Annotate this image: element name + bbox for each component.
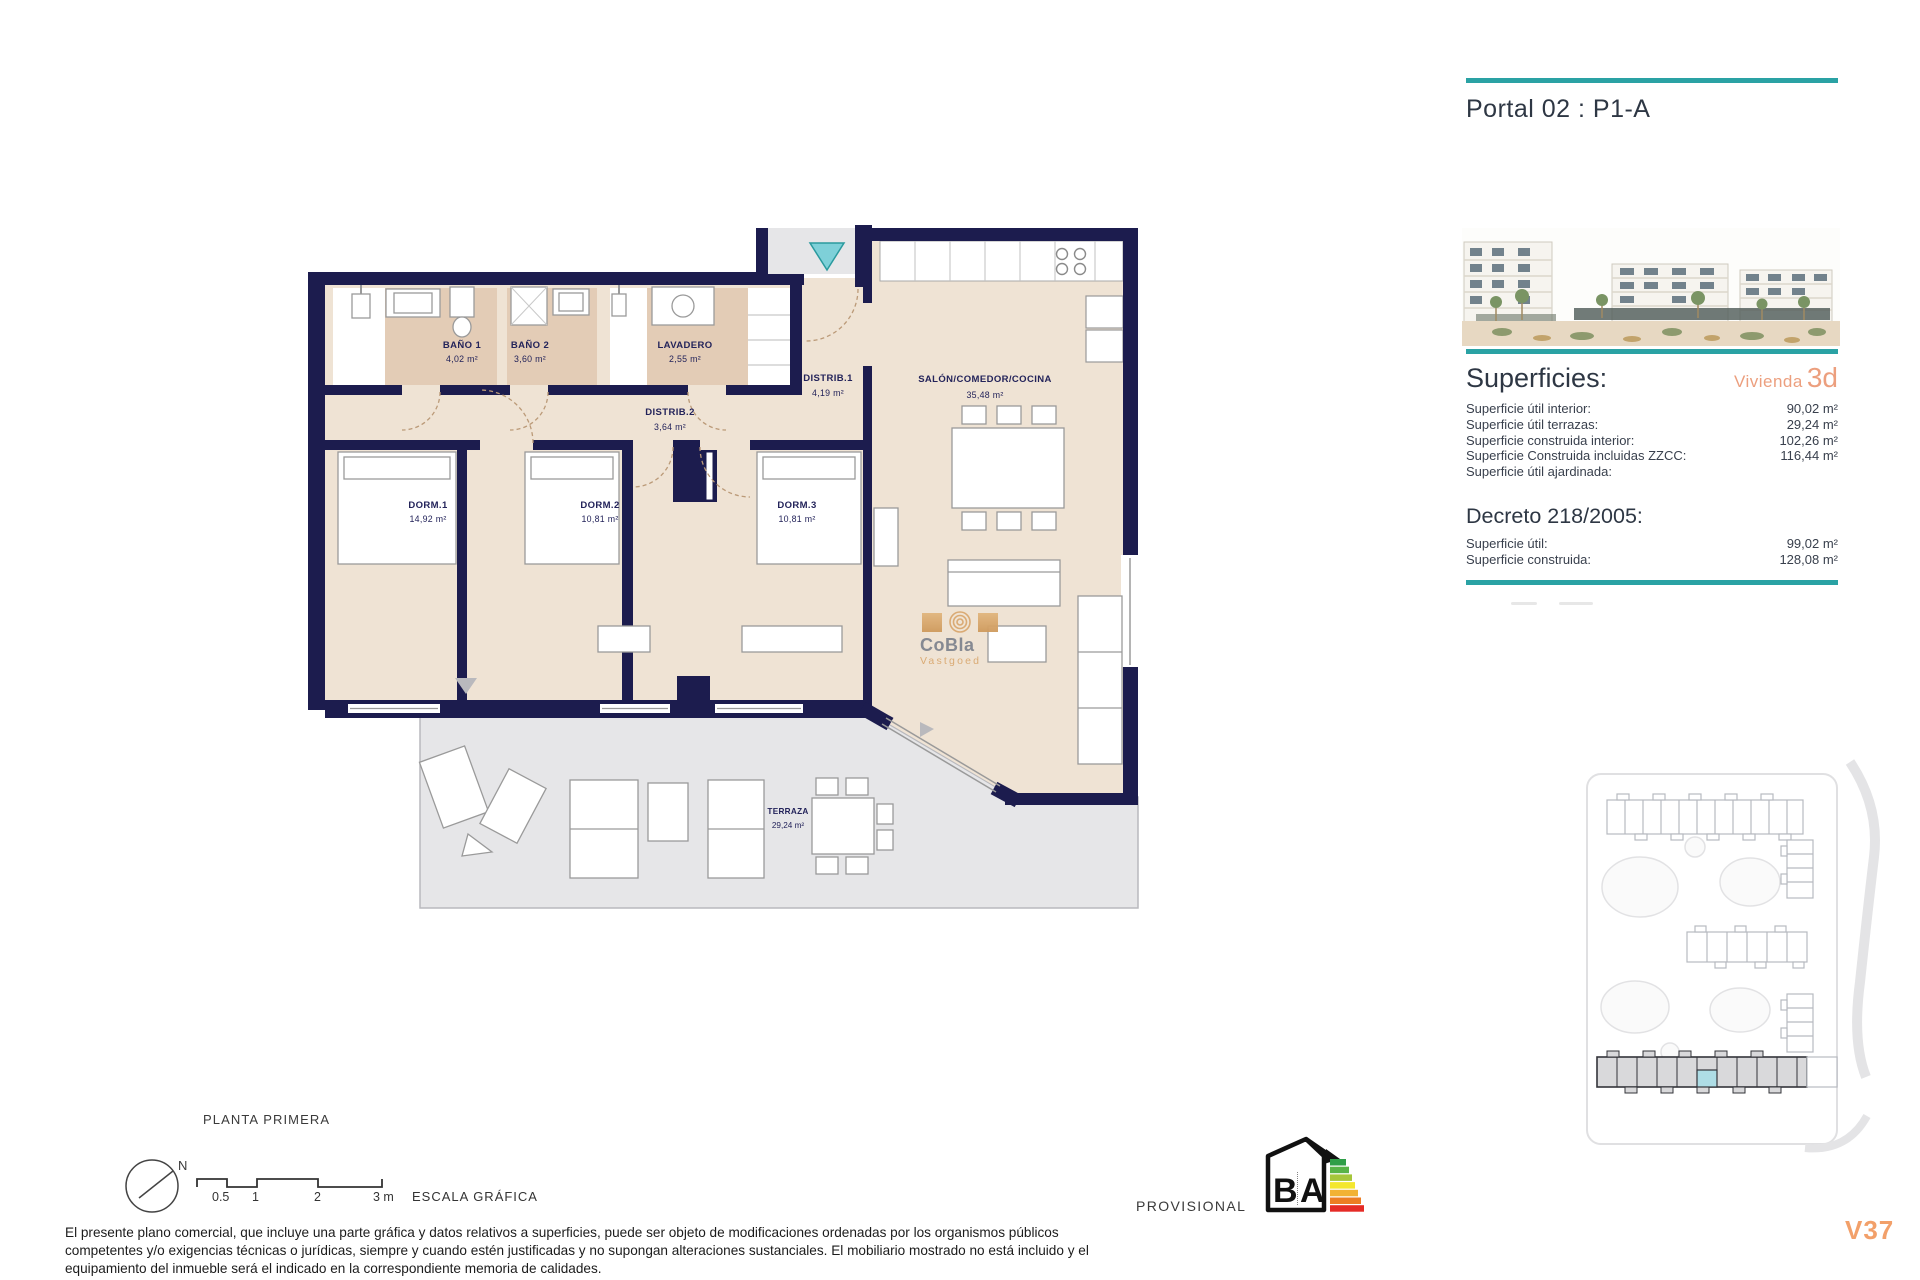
title-block: [1466, 78, 1838, 124]
energy-bars: [1330, 1159, 1364, 1212]
building-stack: [1781, 994, 1813, 1052]
building-row: [1607, 794, 1803, 840]
room-label: DISTRIB.1: [803, 373, 853, 384]
site-plan: [1565, 752, 1920, 1167]
highlighted-building-row: [1597, 1051, 1837, 1093]
decreto-panel: [1466, 504, 1838, 568]
scale-tick: 1: [252, 1190, 259, 1204]
page-code: V37: [1845, 1215, 1895, 1245]
disclaimer-text: El presente plano comercial, que incluye una parte gráfica y datos relativos a superficies, puede ser objeto de modificaciones ordenadas por los organismos públicos competentes y/o exigencias técnicas o jurídicas, siempre y cuando estén justificadas y no supongan alteraciones sustanciales. El mobiliario mostrado no está incluido y el equipamiento del inmueble será el indicado en la correspondiente memoria de calidades.: [65, 1225, 1089, 1277]
entry-landing: [768, 228, 855, 274]
svg-text:14,92 m²: 14,92 m²: [409, 514, 447, 524]
superficie-row: Superficie construida interior: 102,26 m²: [1466, 432, 1838, 448]
svg-text:3,64 m²: 3,64 m²: [654, 422, 686, 432]
building-stack: [1781, 840, 1813, 898]
watermark-logo-icon: [922, 610, 1010, 634]
graphic-scale: [190, 1165, 610, 1210]
superficies-title: Superficies:: [1466, 363, 1608, 393]
building-row: [1687, 926, 1807, 968]
room-label: DORM.3: [777, 500, 817, 511]
room-label: BAÑO 1: [442, 340, 482, 351]
svg-text:2,55 m²: 2,55 m²: [669, 354, 701, 364]
building-render-image: [1462, 228, 1840, 346]
superficie-row: Superficie útil terrazas: 29,24 m²: [1466, 416, 1838, 432]
decreto-row: Superficie construida: 128,08 m²: [1466, 551, 1838, 567]
scale-label: ESCALA GRÁFICA: [412, 1189, 538, 1204]
scale-tick: 0.5: [212, 1190, 230, 1204]
svg-text:4,02 m²: 4,02 m²: [446, 354, 478, 364]
vivienda-label: Vivienda: [1733, 372, 1803, 391]
superficie-row: Superficie Construida incluidas ZZCC: 116,44 m²: [1466, 448, 1838, 464]
provisional-label: PROVISIONAL: [1136, 1198, 1247, 1214]
superficies-rows: [1466, 401, 1838, 480]
watermark-sub: Vastgoed: [920, 655, 982, 667]
energy-rating-icon: [1260, 1126, 1370, 1221]
watermark-brand: CoBla: [920, 635, 975, 655]
teal-divider-middle: [1466, 349, 1838, 354]
room-label: DORM.2: [580, 500, 620, 511]
energy-letter: A: [1300, 1172, 1325, 1210]
energy-letter: B: [1273, 1172, 1298, 1210]
floor-plan-drawing: [300, 215, 1150, 915]
floor-level-label: PLANTA PRIMERA: [203, 1112, 331, 1127]
scale-tick: 3 m: [373, 1190, 394, 1204]
teal-divider-top: [1466, 78, 1838, 83]
decreto-row: Superficie útil: 99,02 m²: [1466, 535, 1838, 551]
page-title: Portal 02 : P1-A: [1466, 94, 1651, 123]
room-label: SALÓN/COMEDOR/COCINA: [918, 374, 1052, 385]
svg-text:3,60 m²: 3,60 m²: [514, 354, 546, 364]
svg-text:N: N: [178, 1158, 188, 1173]
unit-highlight: [1697, 1070, 1717, 1087]
svg-text:4,19 m²: 4,19 m²: [812, 388, 844, 398]
room-label: LAVADERO: [657, 340, 713, 351]
truncated-text-artifact: [1511, 592, 1838, 610]
decreto-title: Decreto 218/2005:: [1466, 503, 1643, 528]
superficie-row: Superficie útil ajardinada:: [1466, 464, 1612, 480]
superficie-row: Superficie útil interior: 90,02 m²: [1466, 401, 1838, 416]
watermark: [920, 610, 1010, 667]
svg-text:29,24 m²: 29,24 m²: [771, 821, 805, 830]
scale-tick: 2: [314, 1190, 321, 1204]
teal-divider-bottom: [1466, 580, 1838, 585]
room-label: DORM.1: [408, 500, 448, 511]
north-compass-icon: [118, 1148, 198, 1220]
svg-text:35,48 m²: 35,48 m²: [966, 390, 1004, 400]
svg-text:10,81 m²: 10,81 m²: [581, 514, 619, 524]
room-label: TERRAZA: [767, 807, 809, 816]
room-label: BAÑO 2: [510, 340, 550, 351]
superficies-panel: [1466, 349, 1838, 610]
svg-text:10,81 m²: 10,81 m²: [778, 514, 816, 524]
vivienda-code: 3d: [1806, 362, 1838, 393]
vivienda-badge: [1734, 362, 1838, 394]
room-label: DISTRIB.2: [645, 407, 695, 418]
